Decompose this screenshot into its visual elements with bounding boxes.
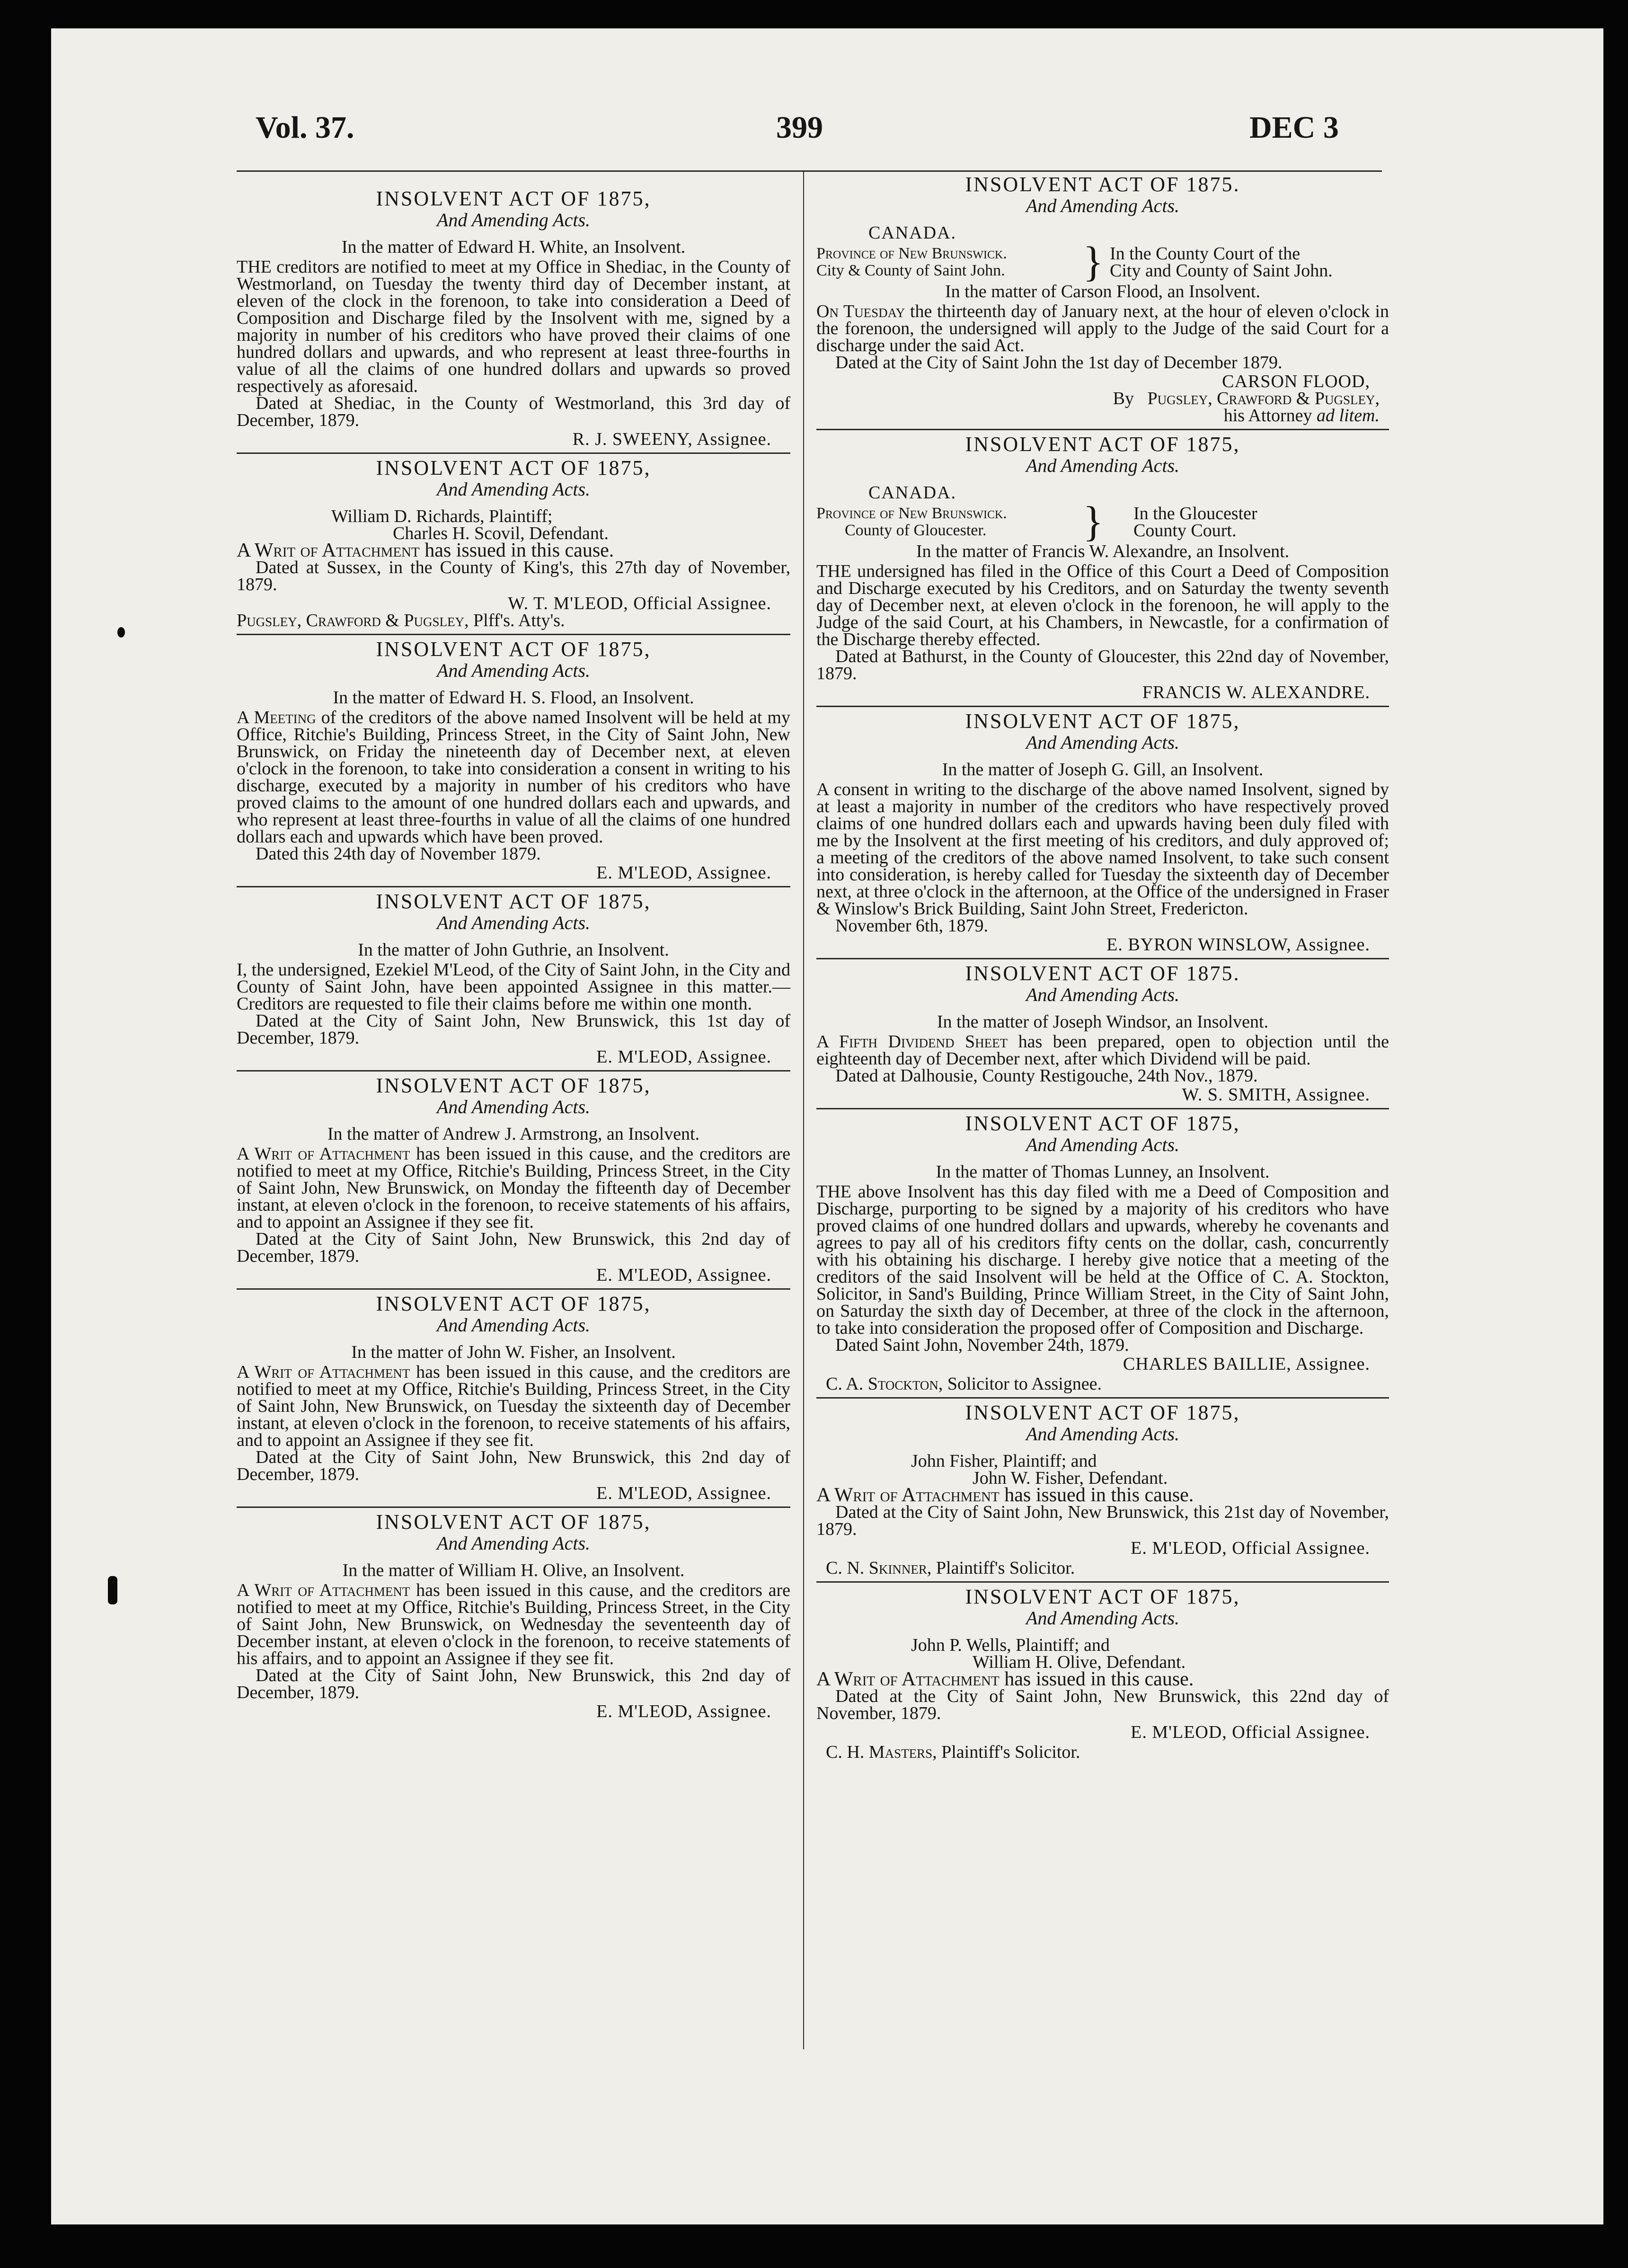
notice-flood bbox=[237, 635, 790, 887]
body-caps: A Fifth Dividend Sheet bbox=[816, 1032, 1008, 1052]
body-caps: On Tuesday bbox=[816, 301, 905, 321]
solicitor-caps: C. H. Masters, bbox=[826, 1742, 937, 1762]
notice-gill bbox=[816, 707, 1389, 959]
notice-dated: Dated at the City of Saint John, New Brunswick, this 1st day of December, 1879. bbox=[237, 1011, 790, 1048]
notice-title: INSOLVENT ACT OF 1875, bbox=[376, 1074, 651, 1097]
notice-signature: E. M'LEOD, Official Assignee. bbox=[1131, 1722, 1370, 1742]
notice-dated: Dated at Bathurst, in the County of Gloucester, this 22nd day of November, 1879. bbox=[816, 647, 1389, 683]
notice-signature: E. M'LEOD, Assignee. bbox=[596, 863, 771, 883]
notice-richards bbox=[237, 454, 790, 635]
notice-alexandre bbox=[816, 430, 1389, 707]
notice-dated: Dated at the City of Saint John, New Brunswick, this 21st day of November, 1879. bbox=[816, 1502, 1389, 1539]
notice-body: has been issued in this cause, and the creditors are notified to meet at my Office, Ritchie's Building, Princess Street, in the City of Saint John, New Brunswick, on Monday the fifteenth day of December instant, at eleven o'clock in the forenoon, to receive statements of his affairs, and to appoint an Assignee if they see fit. bbox=[237, 1144, 791, 1232]
writ-rest: has issued in this cause. bbox=[999, 1668, 1194, 1690]
defendant: John W. Fisher, Defendant. bbox=[973, 1468, 1168, 1488]
notice-body: the thirteenth day of January next, at the hour of eleven o'clock in the forenoon, the undersigned will apply to the Judge of the said Court for a discharge under the said Act. bbox=[816, 301, 1389, 355]
notice-body: I, the undersigned, Ezekiel M'Leod, of the City of Saint John, in the City and County of Saint John, have been appointed Assignee in this matter.—Creditors are requested to file their claims before me within one month. bbox=[237, 960, 790, 1014]
notice-matter: In the matter of Edward H. S. Flood, an Insolvent. bbox=[333, 688, 694, 708]
court-right-line1: In the County Court of the bbox=[1110, 244, 1301, 264]
notice-dated: Dated at the City of Saint John, New Brunswick, this 22nd day of November, 1879. bbox=[816, 1686, 1389, 1723]
solicitor-rest: Plff's. Atty's. bbox=[469, 611, 565, 630]
notice-title: INSOLVENT ACT OF 1875, bbox=[376, 638, 651, 661]
notice-subtitle: And Amending Acts. bbox=[436, 1096, 591, 1117]
body-caps: A Writ of Attachment bbox=[237, 1362, 410, 1382]
court-caption bbox=[816, 498, 1389, 545]
notice-title: INSOLVENT ACT OF 1875, bbox=[965, 1401, 1240, 1424]
notice-subtitle: And Amending Acts. bbox=[436, 660, 591, 681]
notice-matter: In the matter of John W. Fisher, an Insolvent. bbox=[351, 1342, 676, 1362]
notice-subtitle: And Amending Acts. bbox=[436, 912, 591, 933]
notice-signature: E. M'LEOD, Assignee. bbox=[596, 1265, 771, 1285]
notice-guthrie bbox=[237, 887, 790, 1072]
canada-label: CANADA. bbox=[868, 483, 957, 503]
notice-matter: In the matter of Joseph G. Gill, an Insolvent. bbox=[942, 760, 1264, 780]
notice-title: INSOLVENT ACT OF 1875, bbox=[376, 890, 651, 913]
solicitor-caps: C. N. Skinner, bbox=[826, 1558, 932, 1578]
right-column bbox=[816, 170, 1389, 1765]
writ-rest: has issued in this cause. bbox=[999, 1484, 1194, 1506]
notice-signature: CARSON FLOOD, bbox=[1222, 372, 1370, 391]
notice-subtitle: And Amending Acts. bbox=[436, 1314, 591, 1336]
notice-subtitle: And Amending Acts. bbox=[1026, 455, 1180, 476]
notice-subtitle: And Amending Acts. bbox=[1026, 984, 1180, 1005]
notice-dated: Dated at the City of Saint John, New Brunswick, this 2nd day of December, 1879. bbox=[237, 1229, 790, 1266]
solicitor-rest: Plaintiff's Solicitor. bbox=[937, 1742, 1080, 1762]
writ-rest: has issued in this cause. bbox=[419, 540, 614, 561]
solicitor-rest: Solicitor to Assignee. bbox=[943, 1374, 1102, 1394]
notice-signature: W. T. M'LEOD, Official Assignee. bbox=[508, 594, 771, 613]
writ-caps: A Writ of Attachment bbox=[816, 1668, 1000, 1690]
body-caps: A Writ of Attachment bbox=[237, 1144, 410, 1164]
body-caps: A Writ of Attachment bbox=[237, 1580, 410, 1600]
notice-matter: In the matter of Edward H. White, an Insolvent. bbox=[341, 237, 686, 257]
brace-glyph: } bbox=[1083, 239, 1104, 285]
notice-signature: E. M'LEOD, Assignee. bbox=[596, 1483, 771, 1503]
notice-body: THE undersigned has filed in the Office of this Court a Deed of Composition and Discharge executed by his Creditors, and on Saturday the twenty seventh day of December next, at eleven o'clock in the forenoon, he will apply to the Judge of the said Court, at his Chambers, in Newcastle, for a confirmation of the Discharge thereby effected. bbox=[816, 561, 1389, 649]
defendant: William H. Olive, Defendant. bbox=[973, 1652, 1186, 1672]
notice-title: INSOLVENT ACT OF 1875, bbox=[376, 187, 651, 210]
solicitor-rest: Plaintiff's Solicitor. bbox=[931, 1558, 1075, 1578]
notice-title: INSOLVENT ACT OF 1875, bbox=[965, 709, 1240, 733]
court-caption bbox=[816, 239, 1389, 285]
by-label: By bbox=[1113, 389, 1134, 408]
notice-title: INSOLVENT ACT OF 1875, bbox=[376, 456, 651, 479]
writ-caps: A Writ of Attachment bbox=[237, 540, 420, 561]
notice-signature: R. J. SWEENY, Assignee. bbox=[572, 429, 771, 449]
notice-matter: In the matter of Carson Flood, an Insolvent. bbox=[945, 282, 1260, 301]
film-spot bbox=[117, 627, 125, 638]
left-column bbox=[237, 185, 790, 1725]
notice-title: INSOLVENT ACT OF 1875. bbox=[965, 173, 1240, 196]
notice-wells-writ bbox=[816, 1583, 1389, 1765]
film-spot bbox=[108, 1576, 117, 1604]
notice-signature: W. S. SMITH, Assignee. bbox=[1182, 1085, 1370, 1105]
notice-dated: Dated at Shediac, in the County of Westmorland, this 3rd day of December, 1879. bbox=[237, 393, 790, 430]
solicitor-caps: C. A. Stockton, bbox=[826, 1374, 943, 1394]
notice-olive bbox=[237, 1508, 790, 1725]
defendant: Charles H. Scovil, Defendant. bbox=[393, 523, 609, 543]
court-left-line2: City & County of Saint John. bbox=[816, 262, 1005, 279]
notice-matter: In the matter of Francis W. Alexandre, an Insolvent. bbox=[916, 541, 1290, 561]
notice-matter: In the matter of William H. Olive, an Insolvent. bbox=[342, 1560, 685, 1580]
notice-dated: Dated Saint John, November 24th, 1879. bbox=[835, 1335, 1129, 1355]
notice-body: THE above Insolvent has this day filed with me a Deed of Composition and Discharge, purporting to be signed by a majority of his creditors who have proved claims of one hundred dollars and upwards, whereby he covenants and agrees to pay all of his creditors fifty cents on the dollar, cash, concurrently with his obtaining his discharge. I hereby give notice that a meeting of the creditors of the said Insolvent will be held at the Office of C. A. Stockton, Solicitor, in Sand's Building, Prince William Street, in the City of Saint John, on Saturday the sixth day of December, at three of the clock in the afternoon, to take into consideration the proposed offer of Composition and Discharge. bbox=[816, 1182, 1389, 1338]
notice-title: INSOLVENT ACT OF 1875, bbox=[376, 1510, 651, 1533]
notice-windsor bbox=[816, 959, 1389, 1109]
notice-matter: In the matter of Joseph Windsor, an Insolvent. bbox=[937, 1012, 1269, 1032]
notice-white bbox=[237, 185, 790, 454]
notice-fisher-writ bbox=[816, 1399, 1389, 1583]
notice-dated: November 6th, 1879. bbox=[835, 916, 988, 936]
page-number: 399 bbox=[776, 110, 823, 145]
body-caps: A Meeting bbox=[237, 708, 316, 727]
notice-signature: FRANCIS W. ALEXANDRE. bbox=[1142, 682, 1370, 702]
issue-date: DEC 3 bbox=[1249, 110, 1339, 145]
notice-dated: Dated at Dalhousie, County Restigouche, 24th Nov., 1879. bbox=[835, 1066, 1258, 1086]
notice-subtitle: And Amending Acts. bbox=[1026, 195, 1180, 216]
court-right-line2: City and County of Saint John. bbox=[1110, 261, 1333, 281]
notice-fisher bbox=[237, 1290, 790, 1508]
notice-title: INSOLVENT ACT OF 1875, bbox=[965, 1112, 1240, 1135]
notice-title: INSOLVENT ACT OF 1875, bbox=[965, 1585, 1240, 1608]
column-divider bbox=[803, 170, 804, 2049]
notice-body: has been issued in this cause, and the creditors are notified to meet at my Office, Ritchie's Building, Princess Street, in the City of Saint John, New Brunswick, on Wednesday the seventeenth day of December instant, at eleven o'clock in the forenoon, to receive statements of his affairs, and to appoint an Assignee if they see fit. bbox=[237, 1580, 791, 1668]
notice-title: INSOLVENT ACT OF 1875. bbox=[965, 962, 1240, 985]
attorney-firm: Pugsley, Crawford & Pugsley, bbox=[1147, 389, 1380, 408]
canada-label: CANADA. bbox=[868, 223, 957, 243]
notice-lunney bbox=[816, 1109, 1389, 1399]
notice-title: INSOLVENT ACT OF 1875, bbox=[376, 1292, 651, 1315]
notice-signature: E. M'LEOD, Assignee. bbox=[596, 1701, 771, 1721]
notice-matter: In the matter of Thomas Lunney, an Insolvent. bbox=[936, 1162, 1270, 1182]
notice-dated: Dated at the City of Saint John the 1st day of December 1879. bbox=[835, 353, 1283, 372]
notice-body: has been prepared, open to objection until the eighteenth day of December next, after which Dividend will be paid. bbox=[816, 1032, 1389, 1069]
plaintiff: John P. Wells, Plaintiff; and bbox=[911, 1635, 1110, 1655]
notice-title: INSOLVENT ACT OF 1875, bbox=[965, 433, 1240, 456]
plaintiff: John Fisher, Plaintiff; and bbox=[911, 1451, 1097, 1471]
volume-label: Vol. 37. bbox=[256, 110, 354, 145]
notice-dated: Dated at the City of Saint John, New Brunswick, this 2nd day of December, 1879. bbox=[237, 1666, 790, 1702]
notice-matter: In the matter of John Guthrie, an Insolvent. bbox=[358, 940, 669, 960]
notice-body: has been issued in this cause, and the creditors are notified to meet at my Office, Ritchie's Building, Princess Street, in the City of Saint John, New Brunswick, on Tuesday the sixteenth day of December instant, at eleven o'clock in the forenoon, to receive statements of his affairs, and to appoint an Assignee if they see fit. bbox=[237, 1362, 791, 1450]
attorney-italic: ad litem. bbox=[1317, 406, 1380, 425]
court-right-line2: County Court. bbox=[1133, 521, 1237, 540]
notice-signature: E. BYRON WINSLOW, Assignee. bbox=[1106, 935, 1370, 955]
attorney-label: his Attorney bbox=[1223, 406, 1317, 425]
notice-signature: E. M'LEOD, Official Assignee. bbox=[1131, 1538, 1370, 1558]
notice-subtitle: And Amending Acts. bbox=[1026, 1607, 1180, 1629]
court-left-line2: County of Gloucester. bbox=[845, 522, 987, 539]
notice-subtitle: And Amending Acts. bbox=[1026, 732, 1180, 753]
writ-caps: A Writ of Attachment bbox=[816, 1484, 1000, 1506]
court-left-line1: Province of New Brunswick. bbox=[816, 505, 1007, 522]
notice-carson-flood bbox=[816, 170, 1389, 430]
court-left-line1: Province of New Brunswick. bbox=[816, 245, 1007, 262]
notice-body: of the creditors of the above named Insolvent will be held at my Office, Ritchie's Building, Princess Street, in the City of Saint John, New Brunswick, on Friday the nineteenth day of December next, at eleven o'clock in the forenoon, to take into consideration a consent in writing to his discharge, executed by a majority in number of his creditors who have proved claims to the amount of one hundred dollars each and upwards, and who represent at least three-fourths in value of all the claims of one hundred dollars each and upwards which have been proved. bbox=[237, 708, 790, 847]
notice-dated: Dated at the City of Saint John, New Brunswick, this 2nd day of December, 1879. bbox=[237, 1447, 790, 1484]
notice-subtitle: And Amending Acts. bbox=[436, 209, 591, 230]
plaintiff: William D. Richards, Plaintiff; bbox=[331, 506, 553, 526]
notice-dated: Dated at Sussex, in the County of King's, this 27th day of November, 1879. bbox=[237, 558, 790, 594]
notice-body: A consent in writing to the discharge of the above named Insolvent, signed by at least a majority in number of the creditors who have respectively proved claims of one hundred dollars each and upwards having been duly filed with me by the Insolvent at the first meeting of his creditors, and duly approved of; a meeting of the creditors of the above named Insolvent, to take such consent into consideration, is hereby called for Tuesday the sixteenth day of December next, at three o'clock in the afternoon, at the Office of the undersigned in Fraser & Winslow's Brick Building, Saint John Street, Fredericton. bbox=[816, 780, 1389, 919]
court-right-line1: In the Gloucester bbox=[1133, 504, 1257, 523]
notice-subtitle: And Amending Acts. bbox=[436, 478, 591, 500]
notice-body: THE creditors are notified to meet at my Office in Shediac, in the County of Westmorland, on Tuesday the twenty third day of December instant, at eleven of the clock in the forenoon, to take into consideration a Deed of Composition and Discharge filed by the Insolvent with me, signed by a majority in number of his creditors who have proved their claims of one hundred dollars and upwards, and who represent at least three-fourths in value of all the claims of one hundred dollars and upwards so proved respectively as aforesaid. bbox=[237, 257, 790, 396]
notice-signature: CHARLES BAILLIE, Assignee. bbox=[1123, 1354, 1370, 1374]
brace-glyph: } bbox=[1083, 498, 1104, 545]
solicitor-caps: Pugsley, Crawford & Pugsley, bbox=[237, 611, 469, 630]
notice-signature: E. M'LEOD, Assignee. bbox=[596, 1047, 771, 1067]
notice-subtitle: And Amending Acts. bbox=[1026, 1423, 1180, 1444]
notice-subtitle: And Amending Acts. bbox=[436, 1533, 591, 1554]
notice-dated: Dated this 24th day of November 1879. bbox=[256, 844, 541, 864]
notice-matter: In the matter of Andrew J. Armstrong, an Insolvent. bbox=[327, 1124, 700, 1144]
notice-armstrong bbox=[237, 1072, 790, 1290]
notice-subtitle: And Amending Acts. bbox=[1026, 1134, 1180, 1155]
